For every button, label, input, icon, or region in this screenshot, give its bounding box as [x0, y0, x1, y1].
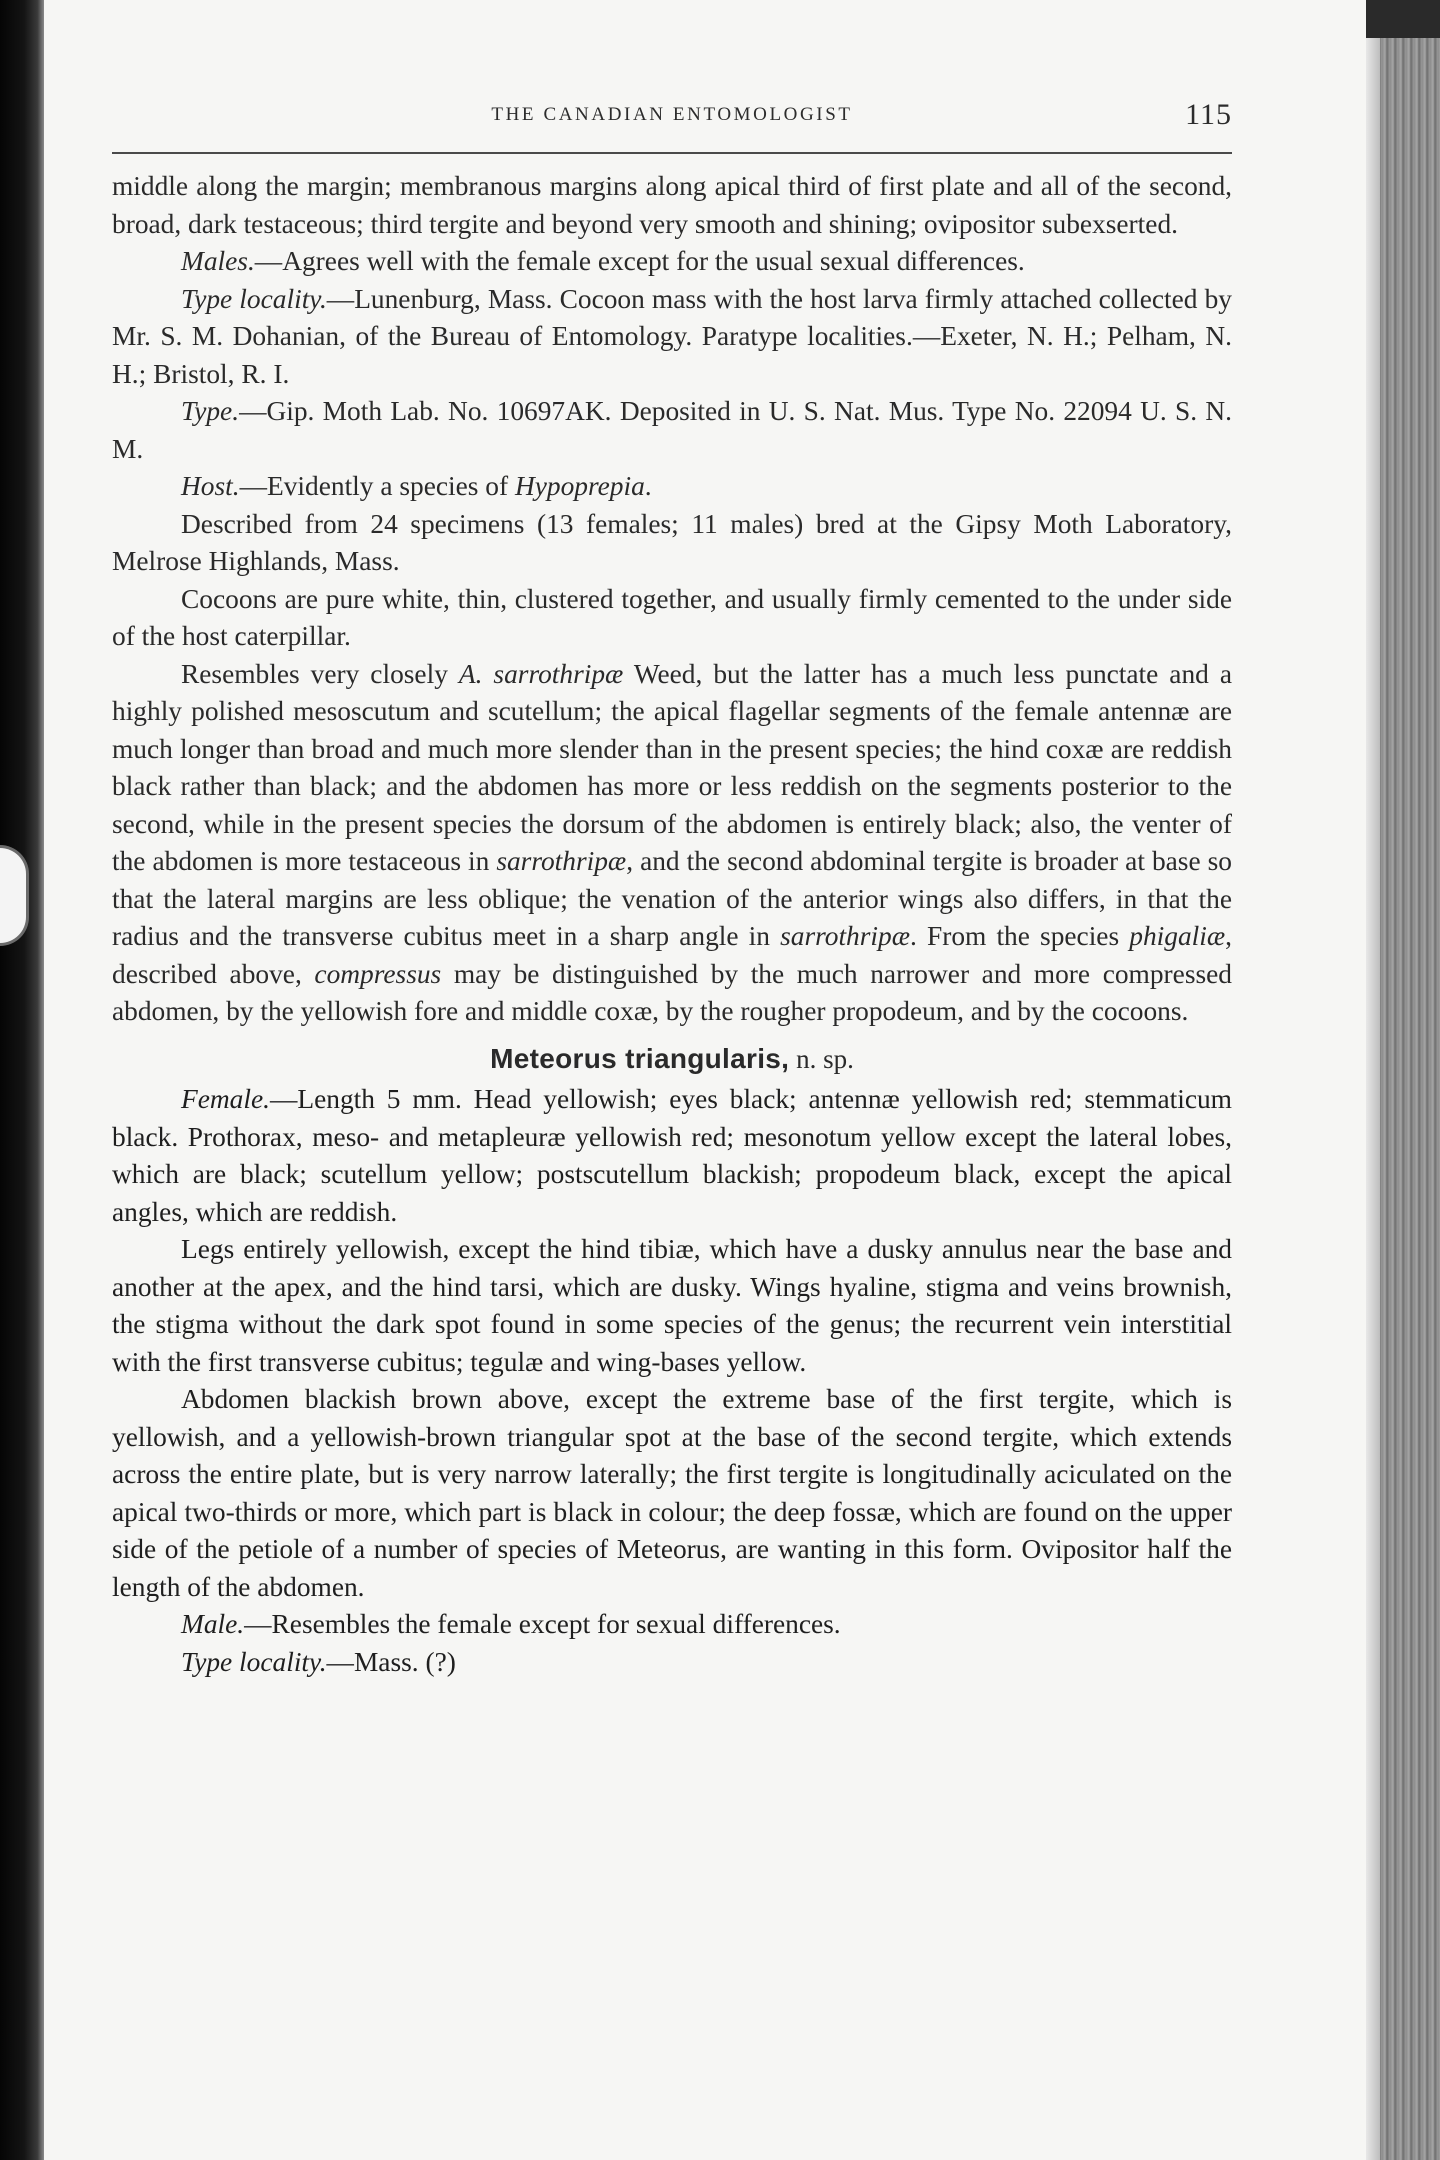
- paragraph-type-locality: Type locality.—Lunenburg, Mass. Cocoon mass with the host larva firmly attached collected by Mr. S. M. Dohanian, of the Bureau of Entomology. Paratype localities.—Exeter, N. H.; Pelham, N. H.; Bristol, R. I.: [112, 283, 1232, 389]
- page-header: [112, 98, 1232, 134]
- paragraph-type-locality-2: Type locality.—Mass. (?): [181, 1646, 456, 1677]
- label-males: Males.: [181, 246, 255, 276]
- species-phigaliae: phigaliæ: [1129, 921, 1226, 951]
- paragraph-continuation: middle along the margin; membranous margins along apical third of first plate and all of the second, broad, dark testaceous; third tergite and beyond very smooth and shining; ovipositor subexserted.: [112, 171, 1232, 239]
- species-designation: n. sp.: [796, 1043, 854, 1074]
- label-type-locality: Type locality.: [181, 1646, 327, 1677]
- scan-left-edge: [0, 0, 44, 2160]
- species-sarrothripae: sarrothripæ: [780, 921, 910, 951]
- species-compressus: compressus: [314, 958, 442, 989]
- species-a-sarrothripae: A. sarrothripæ: [458, 658, 624, 689]
- page-number: 115: [1185, 98, 1232, 131]
- paragraph-abdomen: Abdomen blackish brown above, except the extreme base of the first tergite, which is yellowish, and a yellowish-brown triangular spot at the base of the second tergite, which extends across the entire plate, but is very narrow laterally; the first tergite is longitudinally aciculated on the apical two-thirds or more, which part is black in colour; the deep fossæ, which are found on the upper side of the petiole of a number of species of Meteorus, are wanting in this form. Ovipositor half the length of the abdomen.: [112, 1384, 1232, 1602]
- body-text: [112, 168, 1232, 1681]
- page-curl-mark: [0, 845, 29, 946]
- header-rule: [112, 152, 1232, 154]
- species-heading-name: Meteorus triangularis,: [490, 1042, 790, 1074]
- running-head: THE CANADIAN ENTOMOLOGIST: [491, 104, 853, 125]
- paragraph-type: Type.—Gip. Moth Lab. No. 10697AK. Deposited in U. S. Nat. Mus. Type No. 22094 U. S. N. M.: [112, 396, 1232, 464]
- label-male: Male.: [181, 1609, 245, 1639]
- paragraph-male: Male.—Resembles the female except for sexual differences.: [181, 1609, 841, 1639]
- genus-hypoprepia: Hypoprepia: [514, 471, 645, 501]
- label-type-locality: Type locality.: [181, 283, 327, 314]
- book-page-edges: [1366, 0, 1440, 2160]
- paragraph-legs: Legs entirely yellowish, except the hind tibiæ, which have a dusky annulus near the base and another at the apex, and the hind tarsi, which are dusky. Wings hyaline, stigma and veins brownish, the stigma without the dark spot found in some species of the genus; the recurrent vein interstitial with the first transverse cubitus; tegulæ and wing-bases yellow.: [112, 1234, 1232, 1377]
- paragraph-resembles: Resembles very closely A. sarrothripæ Weed, but the latter has a much less punctate and a highly polished mesoscutum and scutellum; the apical flagellar segments of the female antennæ are much longer than broad and much more slender than in the present species; the hind coxæ are reddish black rather than black; and the abdomen has more or less reddish on the segments posterior to the second, while in the present species the dorsum of the abdomen is entirely black; also, the venter of the abdomen is more testaceous in sarrothripæ, and the second abdominal tergite is broader at base so that the lateral margins are less oblique; the venation of the anterior wings also differs, in that the radius and the transverse cubitus meet in a sharp angle in sarrothripæ. From the species phigaliæ, described above, compressus may be distinguished by the much narrower and more compressed abdomen, by the yellowish fore and middle coxæ, by the rougher propodeum, and by the cocoons.: [112, 658, 1232, 1026]
- label-host: Host.: [181, 471, 240, 501]
- paragraph-males: Males.—Agrees well with the female except for the usual sexual differences.: [181, 246, 1025, 276]
- paragraph-cocoons: Cocoons are pure white, thin, clustered together, and usually firmly cemented to the under side of the host caterpillar.: [112, 583, 1232, 651]
- species-sarrothripae: sarrothripæ: [496, 846, 627, 876]
- species-description: [112, 1081, 1232, 1681]
- paragraph-described: Described from 24 specimens (13 females; 11 males) bred at the Gipsy Moth Laboratory, Melrose Highlands, Mass.: [112, 508, 1232, 576]
- label-female: Female.: [181, 1084, 270, 1114]
- paragraph-host: Host.—Evidently a species of Hypoprepia.: [181, 471, 652, 501]
- paragraph-female: Female.—Length 5 mm. Head yellowish; eyes black; antennæ yellowish red; stemmaticum black. Prothorax, meso- and metapleuræ yellowish red; mesonotum yellow except the lateral lobes, which are black; scutellum yellow; postscutellum blackish; propodeum black, except the apical angles, which are reddish.: [112, 1084, 1232, 1227]
- section-heading: [112, 1040, 1232, 1079]
- label-type: Type.: [181, 396, 240, 426]
